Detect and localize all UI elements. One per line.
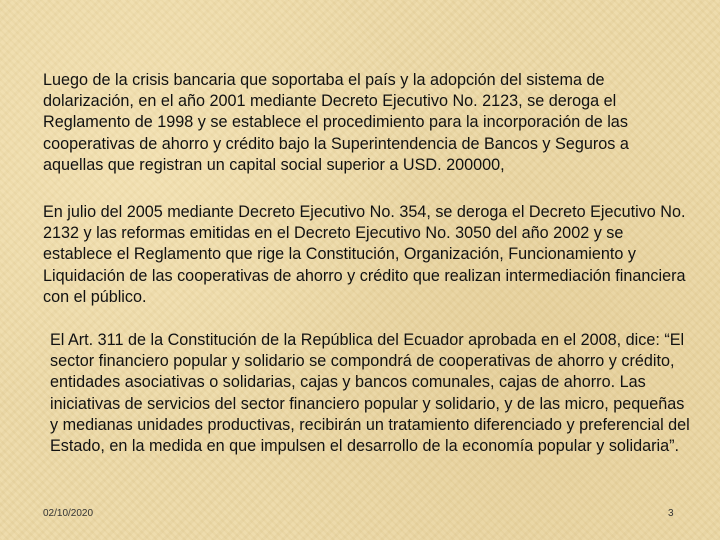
paragraph-1: Luego de la crisis bancaria que soportaba el país y la adopción del sistema de dolarización, en el año 2001 mediante Decreto Ejecutivo No. 2123, se deroga el Reglamento de 1998 y se establece el procedimiento para la incorporación de las cooperativas de ahorro y crédito bajo la Superintendencia de Bancos y Seguros a aquellas que registran un capital social superior a USD. 200000, (43, 71, 629, 174)
page-number: 3 (668, 508, 674, 519)
footer-date: 02/10/2020 (43, 508, 94, 519)
paragraph-2: En julio del 2005 mediante Decreto Ejecutivo No. 354, se deroga el Decreto Ejecutivo No. 2132 y las reformas emitidas en el Decreto Ejecutivo No. 3050 del año 2002 y se establece el Reglamento que rige la Constitución, Organización, Funcionamiento y Liquidación de las cooperativas de ahorro y crédito que realizan intermediación financiera con el público. (43, 203, 686, 306)
paragraph-3: El Art. 311 de la Constitución de la República del Ecuador aprobada en el 2008, dice: “El sector financiero popular y solidario se compondrá de cooperativas de ahorro y crédito, entidades asociativas o solidarias, cajas y bancos comunales, cajas de ahorro. Las iniciativas de servicios del sector financiero popular y solidario, y de las micro, pequeñas y medianas unidades productivas, recibirán un tratamiento diferenciado y preferencial del Estado, en la medida en que impulsen el desarrollo de la economía popular y solidaria”. (50, 331, 690, 456)
